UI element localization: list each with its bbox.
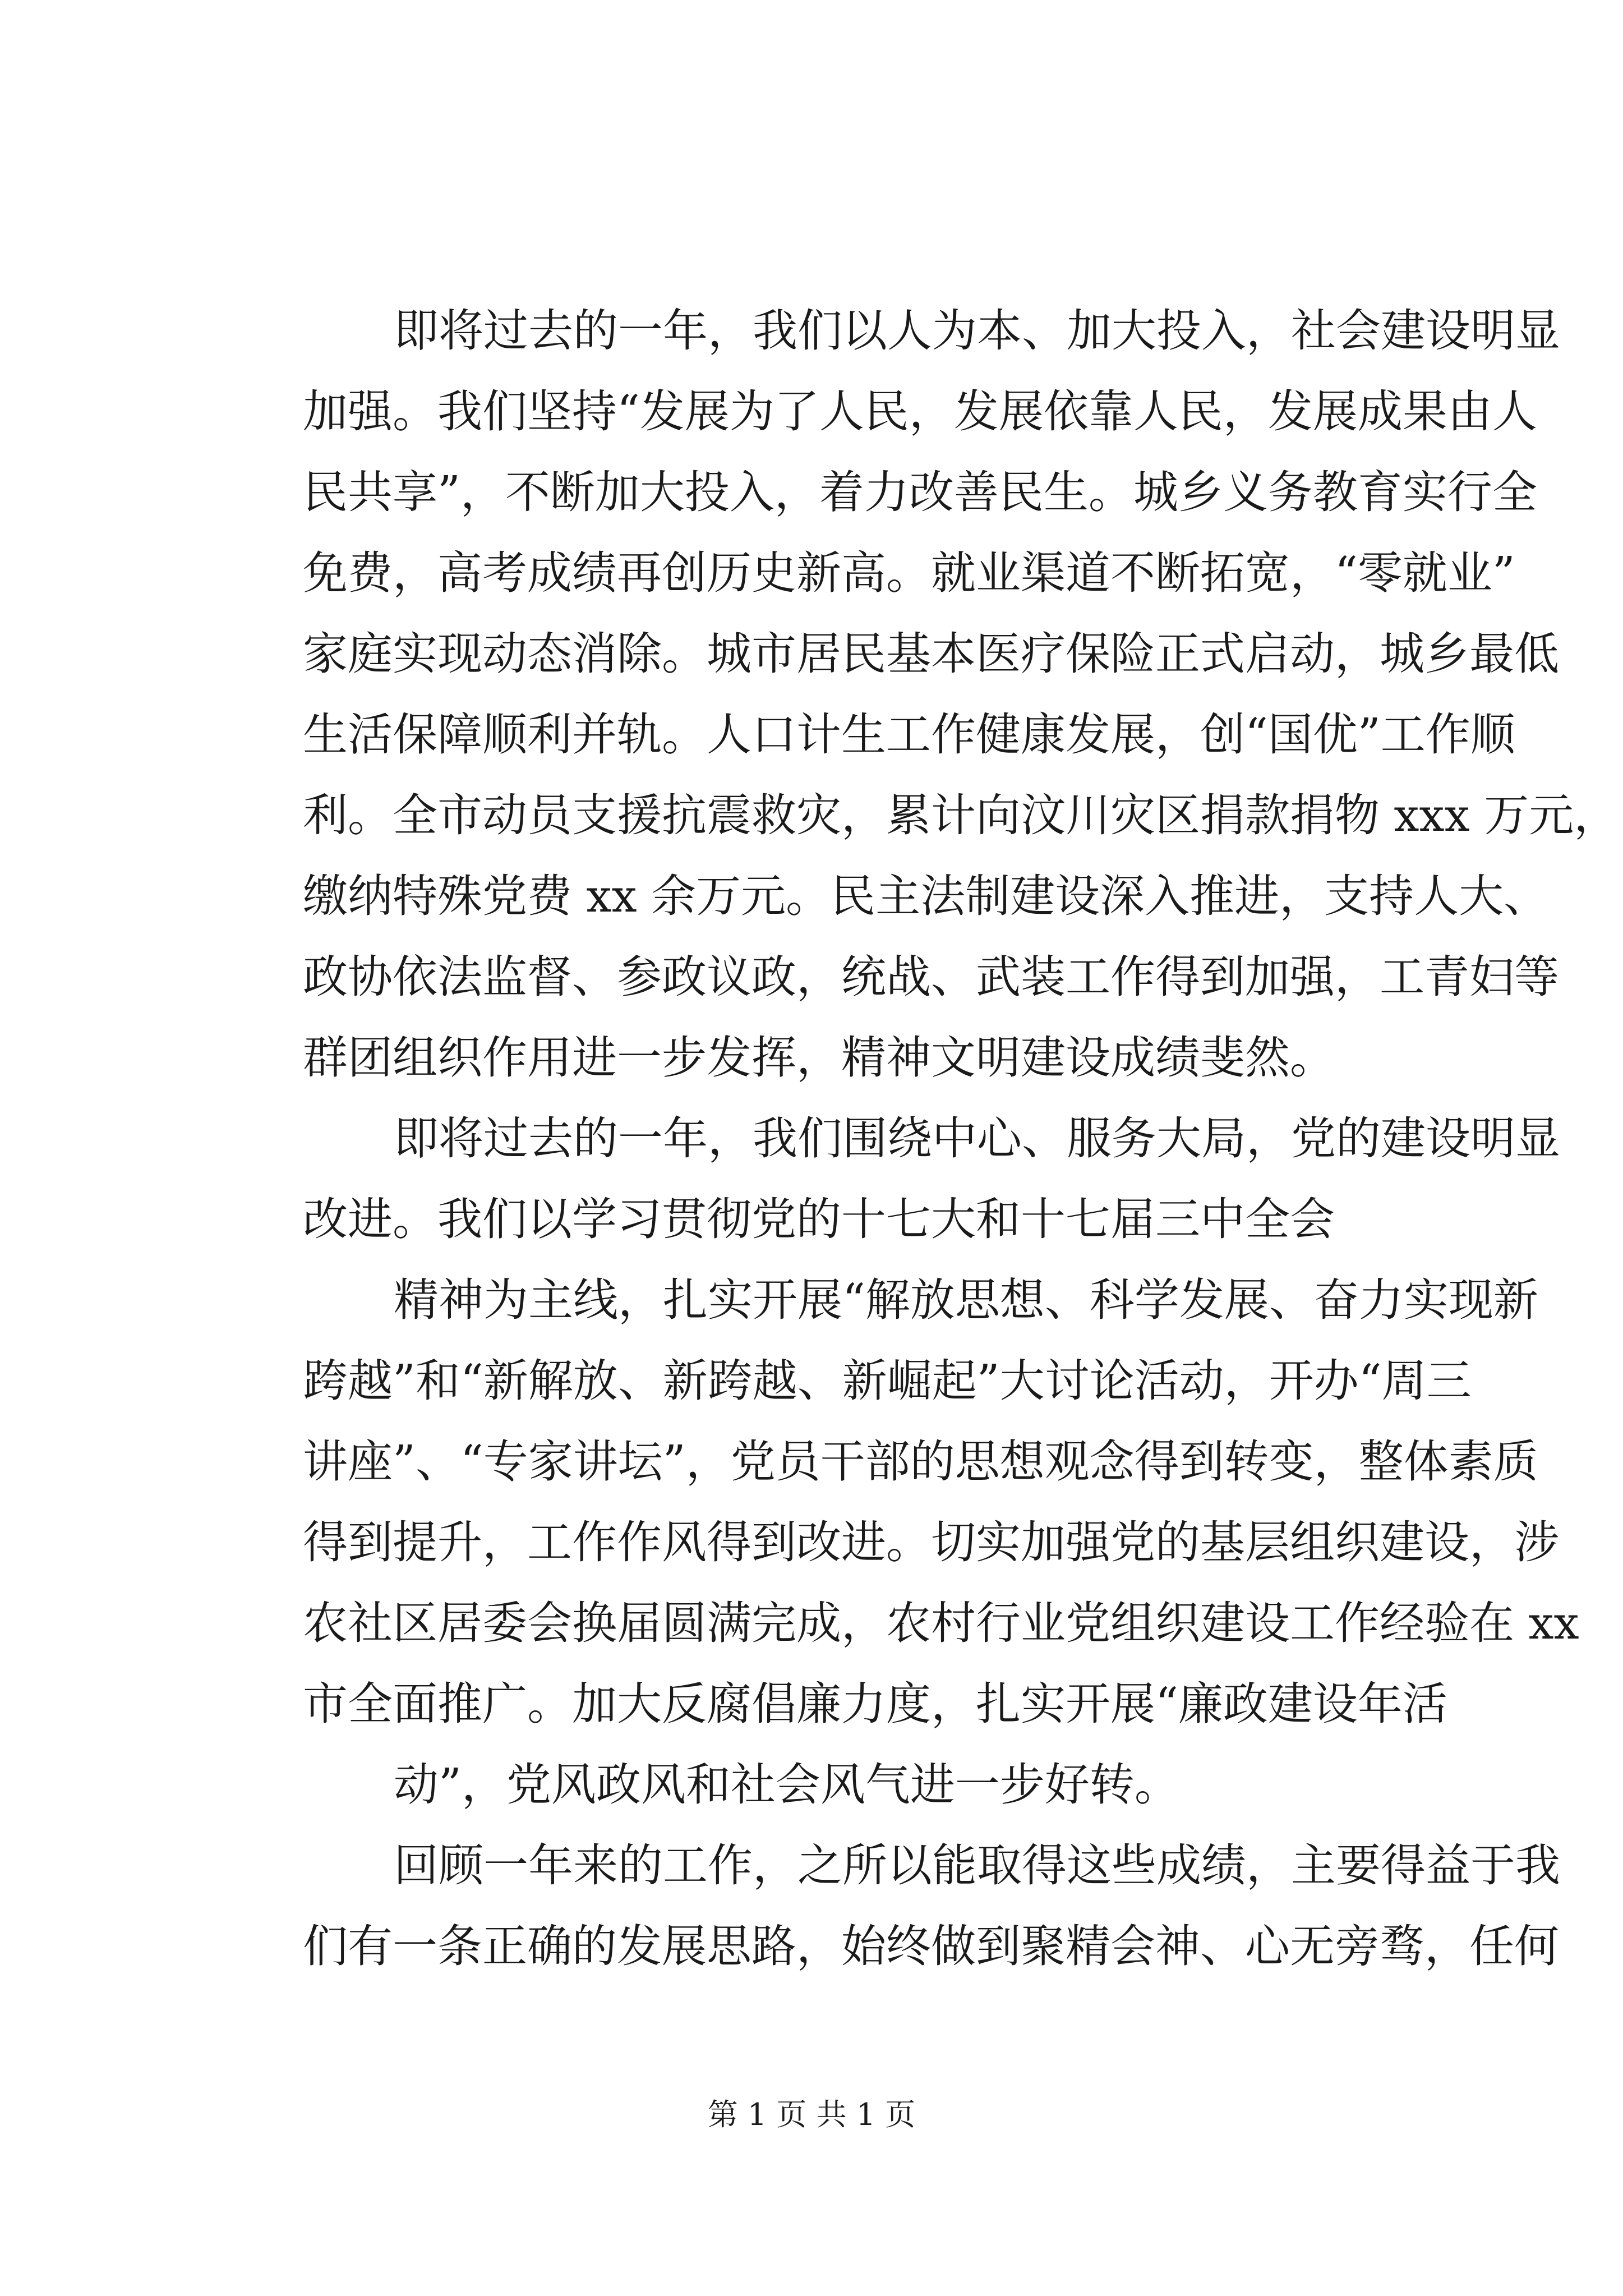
text-line: 即将过去的一年，我们以人为本、加大投入，社会建设明显 xyxy=(394,305,1560,357)
text-line: 讲座”、“专家讲坛”，党员干部的思想观念得到转变，整体素质 xyxy=(303,1435,1538,1488)
text-line: 缴纳特殊党费 xx 余万元。民主法制建设深入推进，支持人大、 xyxy=(303,870,1549,922)
page-footer: 第 1 页 共 1 页 xyxy=(707,2097,916,2132)
document-body xyxy=(303,291,1619,1987)
text-line: 精神为主线，扎实开展“解放思想、科学发展、奋力实现新 xyxy=(394,1274,1538,1326)
text-line: 即将过去的一年，我们围绕中心、服务大局，党的建设明显 xyxy=(394,1112,1560,1165)
text-line: 群团组织作用进一步发挥，精神文明建设成绩斐然。 xyxy=(303,1032,1335,1084)
text-line: 利。全市动员支援抗震救灾，累计向汶川灾区捐款捐物 xxx 万元， xyxy=(303,789,1619,841)
text-line: 政协依法监督、参政议政，统战、武装工作得到加强，工青妇等 xyxy=(303,951,1559,1003)
text-line: 跨越”和“新解放、新跨越、新崛起”大讨论活动，开办“周三 xyxy=(303,1355,1472,1407)
text-line: 动”，党风政风和社会风气进一步好转。 xyxy=(394,1759,1179,1811)
text-line: 生活保障顺利并轨。人口计生工作健康发展，创“国优”工作顺 xyxy=(303,708,1515,761)
text-line: 得到提升，工作作风得到改进。切实加强党的基层组织建设，涉 xyxy=(303,1516,1559,1568)
text-line: 加强。我们坚持“发展为了人民，发展依靠人民，发展成果由人 xyxy=(303,385,1537,438)
text-line: 民共享”，不断加大投入，着力改善民生。城乡义务教育实行全 xyxy=(303,466,1537,518)
text-line: 免费，高考成绩再创历史新高。就业渠道不断拓宽，“零就业” xyxy=(303,547,1515,599)
text-line: 家庭实现动态消除。城市居民基本医疗保险正式启动，城乡最低 xyxy=(303,628,1559,680)
text-line: 农社区居委会换届圆满完成，农村行业党组织建设工作经验在 xx xyxy=(303,1597,1579,1649)
text-line: 改进。我们以学习贯彻党的十七大和十七届三中全会 xyxy=(303,1193,1335,1245)
text-line: 市全面推广。加大反腐倡廉力度，扎实开展“廉政建设年活 xyxy=(303,1678,1447,1730)
text-line: 们有一条正确的发展思路，始终做到聚精会神、心无旁骛，任何 xyxy=(303,1920,1559,1972)
text-line: 回顾一年来的工作，之所以能取得这些成绩，主要得益于我 xyxy=(394,1839,1560,1892)
